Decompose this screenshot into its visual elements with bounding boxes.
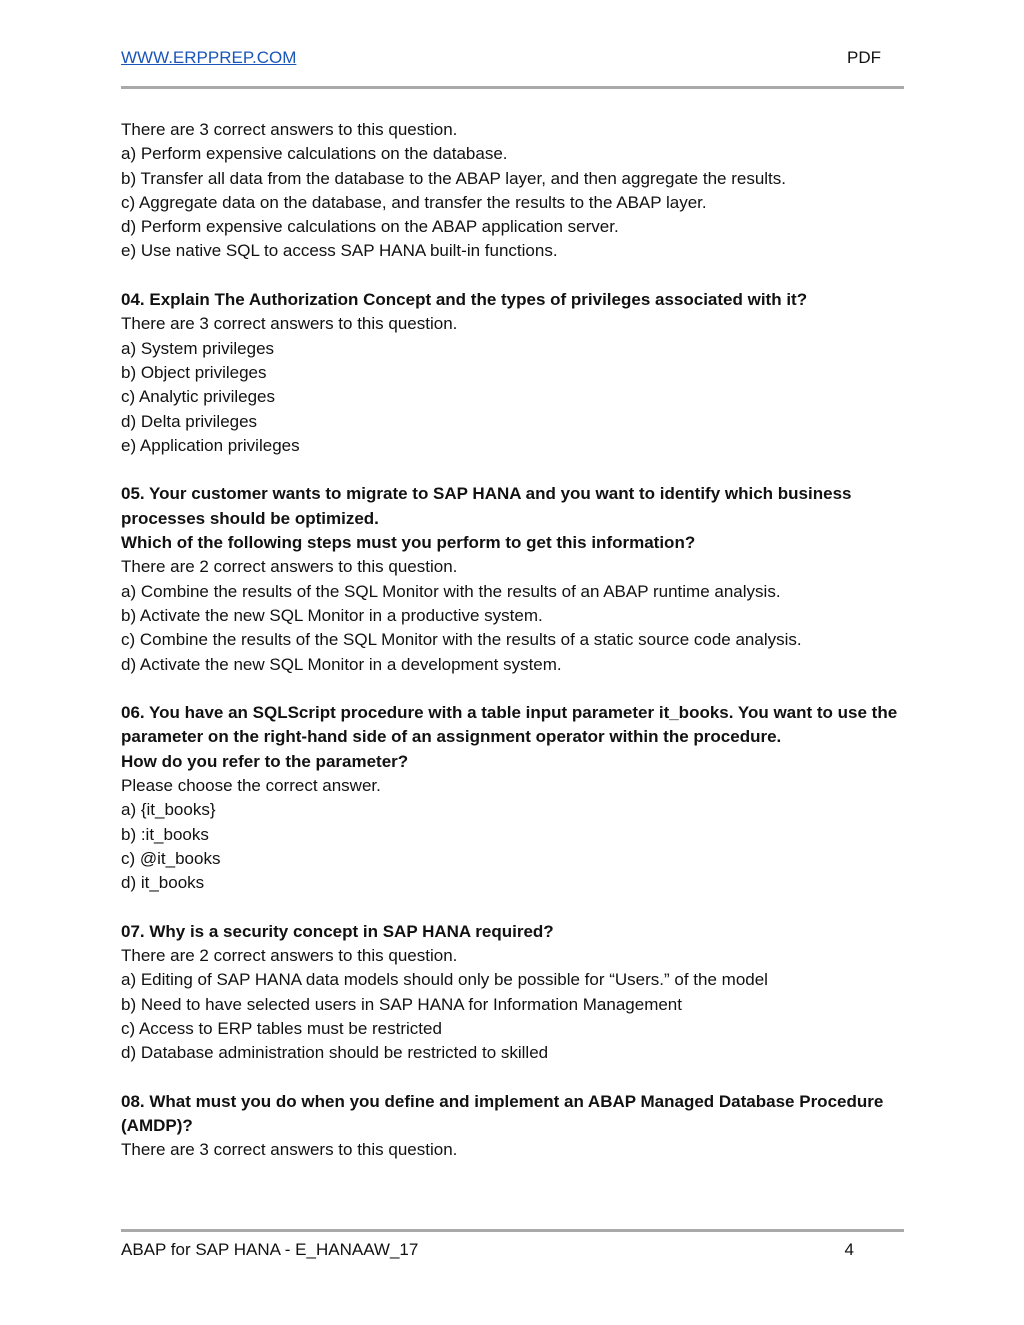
page-header xyxy=(121,48,881,72)
answer-option: d) Activate the new SQL Monitor in a development system. xyxy=(121,654,562,674)
question-instruction: There are 3 correct answers to this question. xyxy=(121,120,458,139)
answer-option: d) Database administration should be restricted to skilled xyxy=(121,1043,549,1063)
answer-option: c) Access to ERP tables must be restricted xyxy=(121,1018,442,1038)
question-title: 04. Explain The Authorization Concept and the types of privileges associated with it? xyxy=(121,290,808,310)
answer-option: c) Combine the results of the SQL Monitor with the results of a static source code analysis. xyxy=(121,630,802,650)
question-subtitle: Which of the following steps must you perform to get this information? xyxy=(121,533,696,553)
answer-option: b) Activate the new SQL Monitor in a productive system. xyxy=(121,605,543,625)
question-title: 05. Your customer wants to migrate to SAP HANA and you want to identify which business processes should be optimized. xyxy=(121,484,852,528)
answer-option: b) Need to have selected users in SAP HANA for Information Management xyxy=(121,994,682,1014)
question-instruction: There are 3 correct answers to this question. xyxy=(121,314,458,334)
answer-option: b) :it_books xyxy=(121,824,209,844)
question-07 xyxy=(121,920,901,1066)
question-08 xyxy=(121,1090,901,1163)
answer-option: e) Use native SQL to access SAP HANA built-in functions. xyxy=(121,241,558,261)
question-subtitle: How do you refer to the parameter? xyxy=(121,751,409,771)
answer-option: c) Analytic privileges xyxy=(121,387,276,407)
site-link[interactable]: WWW.ERPPREP.COM xyxy=(121,48,297,67)
question-05 xyxy=(121,482,901,676)
continued-question xyxy=(121,118,901,264)
answer-option: a) Combine the results of the SQL Monitor with the results of an ABAP runtime analysis. xyxy=(121,581,781,601)
answer-option: a) Editing of SAP HANA data models should only be possible for “Users.” of the model xyxy=(121,970,768,990)
doc-type-label: PDF xyxy=(847,48,881,67)
answer-option: a) {it_books} xyxy=(121,800,216,820)
answer-option: d) Delta privileges xyxy=(121,411,258,431)
question-04 xyxy=(121,288,901,458)
page-number: 4 xyxy=(844,1240,854,1259)
page-content xyxy=(121,118,901,1187)
page-footer xyxy=(121,1240,854,1264)
question-instruction: There are 3 correct answers to this question. xyxy=(121,1140,458,1160)
question-title: 07. Why is a security concept in SAP HANA required? xyxy=(121,921,554,941)
answer-option: c) Aggregate data on the database, and transfer the results to the ABAP layer. xyxy=(121,192,707,212)
header-divider xyxy=(121,86,904,89)
footer-divider xyxy=(121,1229,904,1232)
question-title: 08. What must you do when you define and implement an ABAP Managed Database Procedure (AMDP)? xyxy=(121,1091,884,1136)
answer-option: d) it_books xyxy=(121,873,205,893)
answer-option: e) Application privileges xyxy=(121,435,300,455)
answer-option: c) @it_books xyxy=(121,848,221,868)
answer-option: b) Transfer all data from the database to the ABAP layer, and then aggregate the results. xyxy=(121,168,786,188)
answer-option: d) Perform expensive calculations on the ABAP application server. xyxy=(121,217,619,237)
question-instruction: There are 2 correct answers to this question. xyxy=(121,946,458,966)
question-06 xyxy=(121,701,901,895)
answer-option: a) Perform expensive calculations on the database. xyxy=(121,144,508,164)
question-title: 06. You have an SQLScript procedure with a table input parameter it_books. You want to use the parameter on the right-hand side of an assignment operator within the procedure. xyxy=(121,703,898,747)
answer-option: a) System privileges xyxy=(121,338,275,358)
footer-title: ABAP for SAP HANA - E_HANAAW_17 xyxy=(121,1240,419,1259)
question-instruction: Please choose the correct answer. xyxy=(121,776,381,796)
answer-option: b) Object privileges xyxy=(121,362,267,382)
question-instruction: There are 2 correct answers to this question. xyxy=(121,557,458,577)
